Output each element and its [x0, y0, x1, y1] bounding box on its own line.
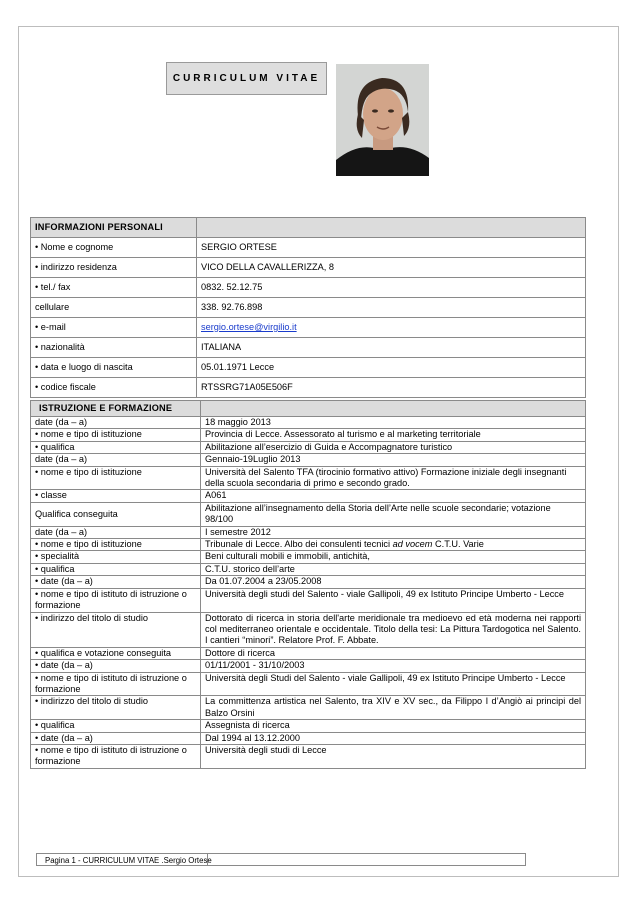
table-row — [31, 490, 586, 502]
row-value: ITALIANA — [197, 338, 586, 358]
row-value: La committenza artistica nel Salento, tra XIV e XV sec., da Filippo I d’Angiò ai principi del Balzo Orsini — [201, 696, 586, 720]
table-row — [31, 720, 586, 732]
table-row — [31, 318, 586, 338]
row-value: Abilitazione all’insegnamento della Storia dell’Arte nelle scuole secondarie; votazione 98/100 — [201, 502, 586, 526]
row-label: • nome e tipo di istituto di istruzione o formazione — [31, 744, 201, 768]
row-label: • qualifica — [31, 563, 201, 575]
row-label: • nome e tipo di istituto di istruzione o formazione — [31, 588, 201, 612]
row-label: • data e luogo di nascita — [31, 358, 197, 378]
row-value: 01/11/2001 - 31/10/2003 — [201, 660, 586, 672]
row-label: • date (da – a) — [31, 732, 201, 744]
table-row — [31, 539, 586, 551]
row-label: • nome e tipo di istituzione — [31, 539, 201, 551]
row-label: • qualifica — [31, 720, 201, 732]
row-label: • indirizzo residenza — [31, 258, 197, 278]
table-row — [31, 647, 586, 659]
row-label: date (da – a) — [31, 417, 201, 429]
table-row — [31, 278, 586, 298]
table-row — [31, 298, 586, 318]
row-value: Abilitazione all’esercizio di Guida e Accompagnatore turistico — [201, 441, 586, 453]
row-label: date (da – a) — [31, 454, 201, 466]
table-row — [31, 696, 586, 720]
table-row — [31, 466, 586, 490]
email-link[interactable]: sergio.ortese@virgilio.it — [201, 321, 297, 332]
table-row — [31, 338, 586, 358]
row-value: Università degli Studi del Salento - viale Gallipoli, 49 ex Istituto Principe Umberto - Lecce — [201, 672, 586, 696]
footer-label: Pagina 1 - CURRICULUM VITAE .Sergio Ortese — [37, 854, 208, 865]
row-label: • indirizzo del titolo di studio — [31, 612, 201, 647]
row-label: • nazionalità — [31, 338, 197, 358]
table-row — [31, 378, 586, 398]
row-value: Dottore di ricerca — [201, 647, 586, 659]
row-label: cellulare — [31, 298, 197, 318]
row-value: C.T.U. storico dell’arte — [201, 563, 586, 575]
row-value: Università degli studi del Salento - viale Gallipoli, 49 ex Istituto Principe Umberto - Lecce — [201, 588, 586, 612]
row-value: I semestre 2012 — [201, 526, 586, 538]
table-row — [31, 238, 586, 258]
row-value: Beni culturali mobili e immobili, antichità, — [201, 551, 586, 563]
row-label: • Nome e cognome — [31, 238, 197, 258]
personal-info-header: INFORMAZIONI PERSONALI — [31, 218, 197, 238]
row-label: Qualifica conseguita — [31, 502, 201, 526]
table-row — [31, 429, 586, 441]
row-value: 05.01.1971 Lecce — [197, 358, 586, 378]
row-label: • specialità — [31, 551, 201, 563]
table-row — [31, 563, 586, 575]
row-value: Università degli studi di Lecce — [201, 744, 586, 768]
row-label: • date (da – a) — [31, 660, 201, 672]
table-row — [31, 551, 586, 563]
row-label: • date (da – a) — [31, 576, 201, 588]
table-row — [31, 672, 586, 696]
table-row — [31, 660, 586, 672]
row-label: • tel./ fax — [31, 278, 197, 298]
row-value: Gennaio-19Luglio 2013 — [201, 454, 586, 466]
table-row — [31, 441, 586, 453]
education-header: ISTRUZIONE E FORMAZIONE — [31, 401, 201, 417]
personal-info-table — [30, 217, 586, 398]
table-row — [31, 417, 586, 429]
row-label: date (da – a) — [31, 526, 201, 538]
row-value: Dal 1994 al 13.12.2000 — [201, 732, 586, 744]
table-row — [31, 502, 586, 526]
table-row — [31, 258, 586, 278]
row-label: • classe — [31, 490, 201, 502]
cv-title: CURRICULUM VITAE — [166, 62, 327, 95]
row-value: RTSSRG71A05E506F — [197, 378, 586, 398]
profile-photo — [336, 64, 429, 176]
row-value: 18 maggio 2013 — [201, 417, 586, 429]
row-value: Tribunale di Lecce. Albo dei consulenti tecnici ad vocem C.T.U. Varie — [201, 539, 586, 551]
row-label: • qualifica — [31, 441, 201, 453]
row-value: Provincia di Lecce. Assessorato al turismo e al marketing territoriale — [201, 429, 586, 441]
row-value — [197, 318, 586, 338]
table-row — [31, 358, 586, 378]
row-value: Assegnista di ricerca — [201, 720, 586, 732]
table-row — [31, 454, 586, 466]
table-row — [31, 612, 586, 647]
row-label: • nome e tipo di istituto di istruzione o formazione — [31, 672, 201, 696]
row-label: • nome e tipo di istituzione — [31, 429, 201, 441]
row-value: SERGIO ORTESE — [197, 238, 586, 258]
page-footer — [36, 853, 526, 866]
table-row — [31, 526, 586, 538]
row-value: VICO DELLA CAVALLERIZZA, 8 — [197, 258, 586, 278]
row-label: • qualifica e votazione conseguita — [31, 647, 201, 659]
table-row — [31, 588, 586, 612]
row-label: • indirizzo del titolo di studio — [31, 696, 201, 720]
education-table — [30, 400, 586, 769]
row-value: 338. 92.76.898 — [197, 298, 586, 318]
table-row — [31, 732, 586, 744]
table-row — [31, 576, 586, 588]
row-label: • e-mail — [31, 318, 197, 338]
row-value: A061 — [201, 490, 586, 502]
row-label: • codice fiscale — [31, 378, 197, 398]
row-value: 0832. 52.12.75 — [197, 278, 586, 298]
italic-term: ad vocem — [392, 539, 433, 550]
row-label: • nome e tipo di istituzione — [31, 466, 201, 490]
row-value: Da 01.07.2004 a 23/05.2008 — [201, 576, 586, 588]
table-row — [31, 744, 586, 768]
row-value: Università del Salento TFA (tirocinio formativo attivo) Formazione iniziale degli insegnanti della scuola secondaria di primo e secondo grado. — [201, 466, 586, 490]
row-value: Dottorato di ricerca in storia dell'arte meridionale tra medioevo ed età moderna nei rapporti col mediterraneo orientale e occidentale. Titolo della tesi: La Pittura Tardogotica nel Salento. I cantieri “minori”. Relatore Prof. F. Abbate. — [201, 612, 586, 647]
